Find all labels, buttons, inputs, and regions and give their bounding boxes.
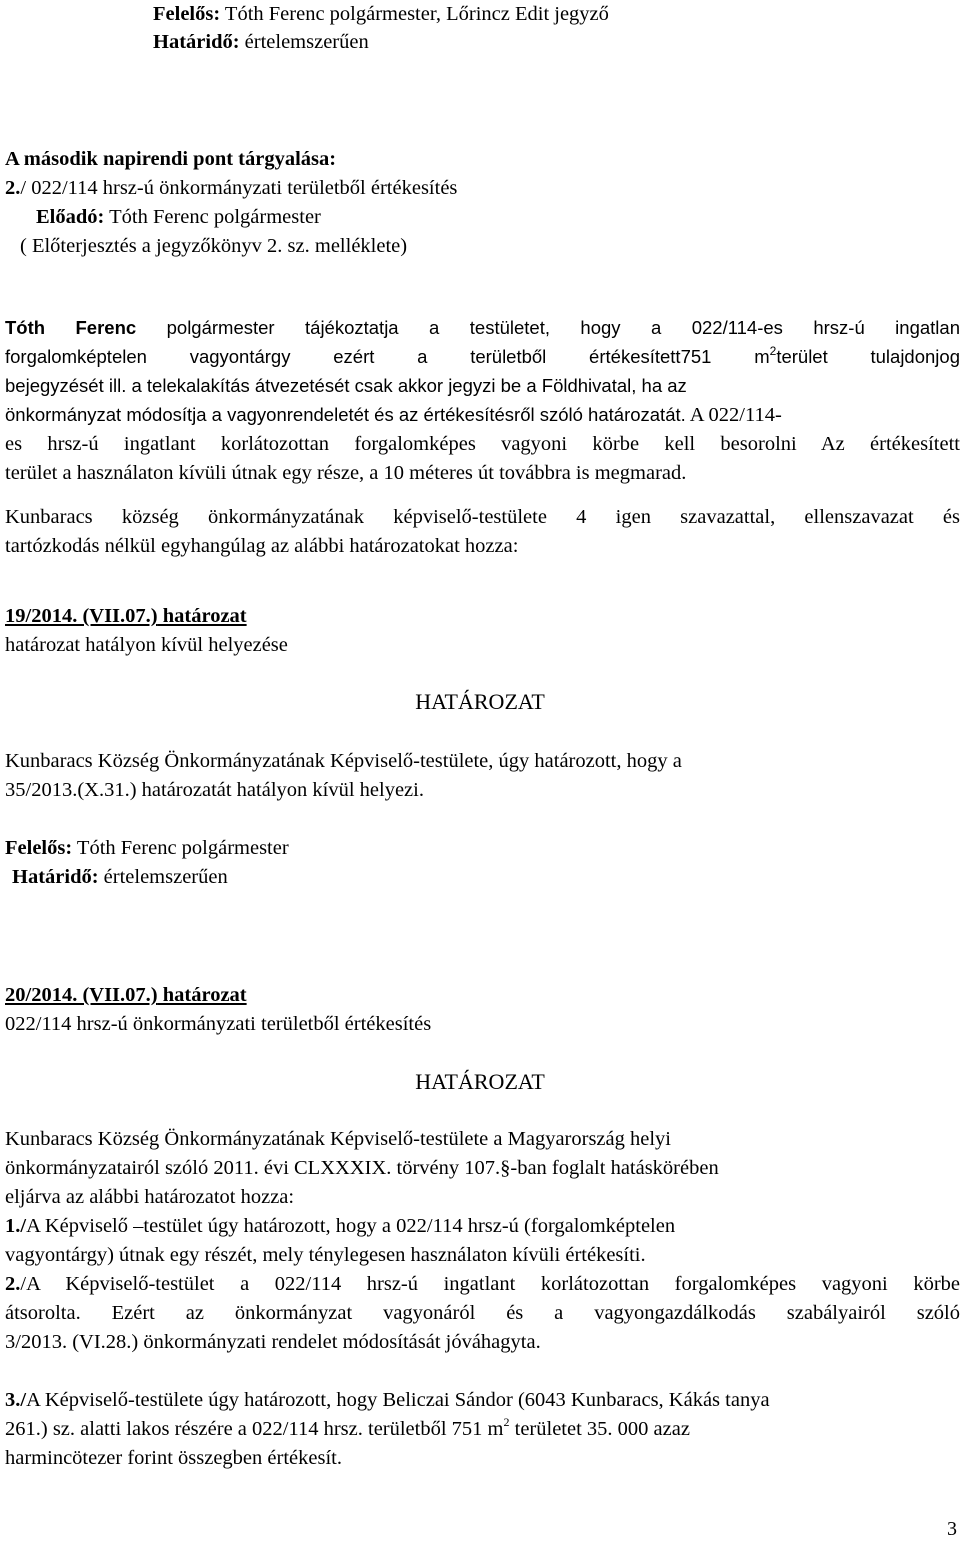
res20-item2-line2: átsorolta. Ezért az önkormányzat vagyonáról és a vagyongazdálkodás szabályairól szóló	[5, 1302, 960, 1324]
res19-line1: Kunbaracs Község Önkormányzatának Képviselő-testülete, úgy határozott, hogy a	[5, 750, 682, 772]
item-number: 1./	[5, 1215, 27, 1237]
top-felelos-line	[153, 2, 609, 26]
res19-subtitle: határozat hatályon kívül helyezése	[5, 634, 288, 656]
body-p1-line6: terület a használaton kívüli útnak egy része, a 10 méteres út továbbra is megmarad.	[5, 462, 687, 484]
res20-item2-line3: 3/2013. (VI.28.) önkormányzati rendelet módosítását jóváhagyta.	[5, 1331, 541, 1353]
body-text: A 022/114-	[685, 404, 782, 426]
body-p1-line5: es hrsz-ú ingatlant korlátozottan forgalomképes vagyoni körbe kell besorolni Az értékesített	[5, 433, 960, 455]
top-hatarido-line	[153, 30, 369, 54]
item-number: 3./	[5, 1389, 27, 1411]
res19-number: 19/2014. (VII.07.)	[5, 605, 158, 627]
res20-word: határozat	[157, 984, 247, 1006]
body-p2-line2: tartózkodás nélkül egyhangúlag az alábbi határozatokat hozza:	[5, 535, 519, 557]
page-number: 3	[947, 1518, 957, 1540]
hatarido-text: értelemszerűen	[239, 31, 369, 53]
body-text: forgalomképtelen vagyontárgy ezért a területből értékesített751 m	[5, 346, 770, 367]
body-text: bejegyzését ill.	[5, 375, 127, 396]
agenda-item	[5, 176, 457, 200]
body-p1-line3	[5, 374, 687, 398]
res20-item2-line1	[5, 1272, 960, 1296]
superscript: 2	[769, 343, 777, 358]
res19-line2: 35/2013.(X.31.) határozatát hatályon kívül helyezi.	[5, 779, 424, 801]
res20-title	[5, 983, 247, 1007]
body-text: a telekalakítás átvezetését csak akkor jegyzi be a Földhivatal, ha az	[126, 375, 687, 396]
body-text: /A Képviselő-testület a 022/114 hrsz-ú ingatlant korlátozottan forgalomképes vagyoni körbe	[20, 1273, 960, 1295]
felelos-text: Tóth Ferenc polgármester, Lőrincz Edit jegyző	[220, 3, 609, 25]
res20-line2	[5, 1156, 719, 1180]
res20-line3: eljárva az alábbi határozatot hozza:	[5, 1186, 295, 1208]
res19-felelos	[5, 836, 289, 860]
agenda-eloado	[36, 205, 321, 229]
body-p1-line2	[5, 345, 960, 369]
hatarido-text: értelemszerűen	[98, 866, 228, 888]
res19-heading: HATÁROZAT	[415, 689, 545, 714]
res20-item3-line1	[5, 1388, 770, 1412]
res20-subtitle: 022/114 hrsz-ú önkormányzati területből értékesítés	[5, 1013, 432, 1035]
superscript: 2	[503, 1415, 510, 1430]
hatarido-label: Határidő:	[12, 866, 99, 888]
res20-item3-line3: harmincötezer forint összegben értékesít.	[5, 1447, 342, 1469]
felelos-label: Felelős:	[153, 3, 221, 25]
agenda-item-number: 2.	[5, 177, 21, 199]
agenda-heading: A második napirendi pont tárgyalása:	[5, 148, 337, 170]
body-text: önkormányzat módosítja a vagyonrendeletét és az értékesítésről szóló határozatát.	[5, 404, 686, 425]
body-text: területet 35. 000 azaz	[509, 1418, 690, 1440]
body-p2-line1: Kunbaracs község önkormányzatának képviselő-testülete 4 igen szavazattal, ellenszavazat és	[5, 506, 960, 528]
body-text: polgármester tájékoztatja a testületet, hogy a 022/114-es hrsz-ú ingatlan	[136, 317, 960, 338]
body-text: 261.) sz. alatti lakos részére a 022/114 hrsz. területből 751 m	[5, 1418, 504, 1440]
body-text: önkormányzatairól szóló 2011. évi CLXXXIX. törvény 107.	[5, 1157, 501, 1179]
felelos-text: Tóth Ferenc polgármester	[72, 837, 289, 859]
body-p1-line4	[5, 403, 782, 427]
eloado-label: Előadó:	[36, 206, 105, 228]
res19-hatarido	[12, 865, 228, 889]
res20-item1-line2: vagyontárgy) útnak egy részét, mely ténylegesen használaton kívüli értékesíti.	[5, 1244, 646, 1266]
res20-heading: HATÁROZAT	[415, 1069, 545, 1094]
res20-line1: Kunbaracs Község Önkormányzatának Képviselő-testülete a Magyarország helyi	[5, 1128, 671, 1150]
hatarido-label: Határidő:	[153, 31, 240, 53]
item-number: 2.	[5, 1273, 21, 1295]
body-text: -ban foglalt hatáskörében	[510, 1157, 719, 1179]
res20-number: 20/2014. (VII.07.)	[5, 984, 158, 1006]
body-p1-line1	[5, 316, 960, 340]
body-text: terület tulajdonjog	[776, 346, 960, 367]
body-text: A Képviselő –testület úgy határozott, hogy a 022/114 hrsz-ú (forgalomképtelen	[26, 1215, 676, 1237]
section-sign: §	[500, 1157, 511, 1179]
body-text: A Képviselő-testülete úgy határozott, hogy Beliczai Sándor (6043 Kunbaracs, Kákás tanya	[26, 1389, 770, 1411]
agenda-attachment: ( Előterjesztés a jegyzőkönyv 2. sz. melléklete)	[20, 235, 408, 257]
res19-word: határozat	[157, 605, 247, 627]
res20-item3-line2	[5, 1417, 690, 1441]
res20-item1-line1	[5, 1214, 675, 1238]
felelos-label: Felelős:	[5, 837, 73, 859]
eloado-text: Tóth Ferenc polgármester	[104, 206, 321, 228]
agenda-item-text: / 022/114 hrsz-ú önkormányzati területből értékesítés	[20, 177, 458, 199]
res19-title	[5, 604, 247, 628]
person-name: Tóth Ferenc	[5, 317, 137, 338]
